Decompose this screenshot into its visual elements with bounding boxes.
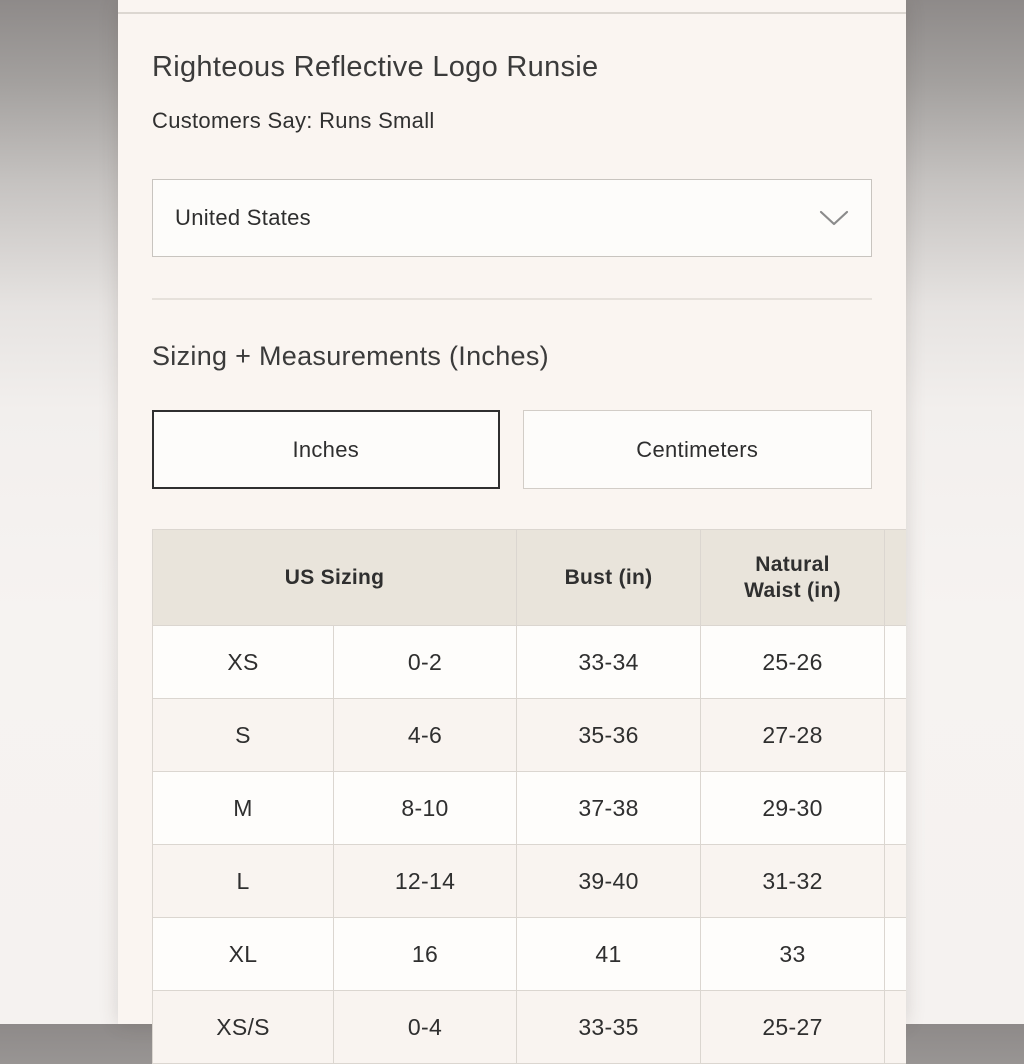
cell-cutoff: [885, 918, 906, 991]
cell-bust: 33-34: [517, 626, 701, 699]
header-natural-waist-label: Natural Waist (in): [744, 552, 841, 602]
cell-waist: 33: [701, 918, 885, 991]
cell-us-size: 4-6: [334, 699, 517, 772]
cell-cutoff: [885, 772, 906, 845]
cell-bust: 35-36: [517, 699, 701, 772]
cell-size: XS/S: [153, 991, 334, 1064]
cell-us-size: 12-14: [334, 845, 517, 918]
cell-size: S: [153, 699, 334, 772]
cell-waist: 29-30: [701, 772, 885, 845]
product-info-section: [118, 50, 906, 300]
size-table-container[interactable]: [152, 529, 906, 1064]
sizing-section-title: Sizing + Measurements (Inches): [152, 341, 549, 371]
section-divider: [152, 298, 872, 300]
modal-top-divider: [118, 0, 906, 14]
cell-cutoff: [885, 699, 906, 772]
unit-toggle: [152, 410, 872, 489]
cell-size: L: [153, 845, 334, 918]
cell-cutoff: [885, 845, 906, 918]
product-title: Righteous Reflective Logo Runsie: [152, 51, 599, 83]
cell-us-size: 8-10: [334, 772, 517, 845]
cell-cutoff: [885, 991, 906, 1064]
cell-bust: 41: [517, 918, 701, 991]
cell-us-size: 0-2: [334, 626, 517, 699]
table-row-xs-s: [153, 991, 907, 1064]
cell-bust: 37-38: [517, 772, 701, 845]
cell-waist: 25-27: [701, 991, 885, 1064]
cell-cutoff: [885, 626, 906, 699]
chevron-down-icon: [819, 208, 849, 228]
country-selector[interactable]: [152, 179, 872, 257]
header-natural-waist: [701, 530, 885, 626]
unit-toggle-centimeters-button[interactable]: Centimeters: [523, 410, 873, 489]
table-header-row: [153, 530, 907, 626]
cell-bust: 39-40: [517, 845, 701, 918]
cell-waist: 25-26: [701, 626, 885, 699]
table-row-xl: [153, 918, 907, 991]
country-selector-value: United States: [175, 205, 311, 230]
table-row-xs: [153, 626, 907, 699]
cell-size: XL: [153, 918, 334, 991]
header-us-sizing: US Sizing: [153, 530, 517, 626]
table-row-l: [153, 845, 907, 918]
cell-waist: 27-28: [701, 699, 885, 772]
size-guide-modal: [118, 0, 906, 1040]
table-row-m: [153, 772, 907, 845]
cell-us-size: 16: [334, 918, 517, 991]
size-table: [152, 529, 906, 1064]
cell-size: XS: [153, 626, 334, 699]
table-row-s: [153, 699, 907, 772]
unit-toggle-inches-button[interactable]: Inches: [152, 410, 500, 489]
header-bust: Bust (in): [517, 530, 701, 626]
sizing-section: [118, 340, 906, 1064]
cell-waist: 31-32: [701, 845, 885, 918]
fit-note: Customers Say: Runs Small: [152, 108, 435, 133]
cell-bust: 33-35: [517, 991, 701, 1064]
cell-us-size: 0-4: [334, 991, 517, 1064]
cell-size: M: [153, 772, 334, 845]
header-cutoff-column: [885, 530, 906, 626]
